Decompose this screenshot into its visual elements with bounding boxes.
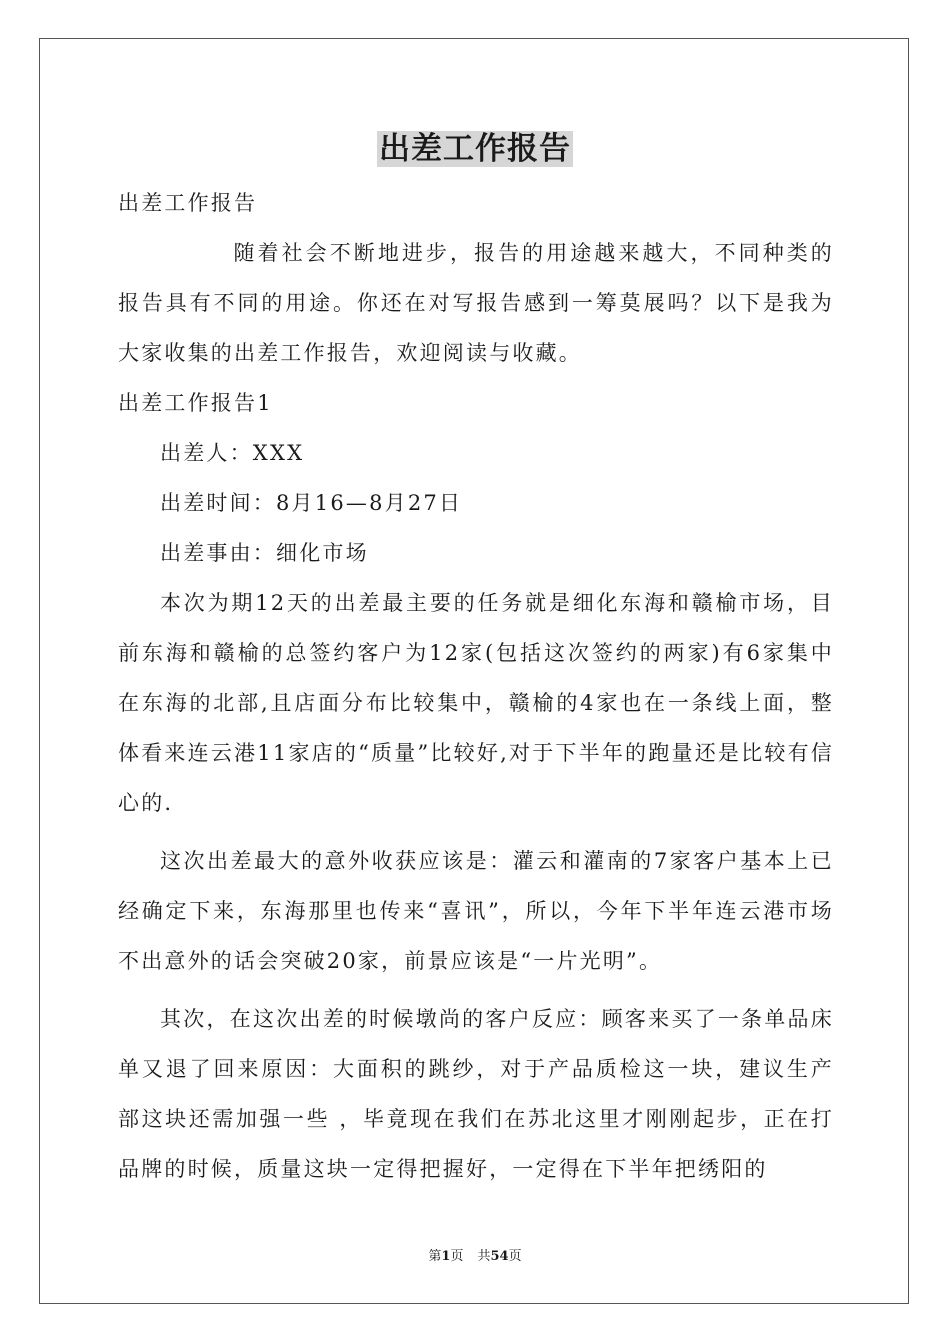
- body-paragraph: 这次出差最大的意外收获应该是：灌云和灌南的7家客户基本上已经确定下来，东海那里也传来“喜讯”，所以，今年下半年连云港市场不出意外的话会突破20家，前景应该是“一片光明”。: [118, 849, 834, 973]
- travel-purpose-line: 出差事由：细化市场: [160, 541, 369, 565]
- report-heading: 出差工作报告1: [118, 391, 273, 415]
- body-paragraph: 其次，在这次出差的时候墩尚的客户反应：顾客来买了一条单品床单又退了回来原因：大面积的跳纱，对于产品质检这一块，建议生产部这块还需加强一些 ，毕竟现在我们在苏北这里才刚刚起步，正在打品牌的时候，质量这块一定得把握好，一定得在下半年把绣阳的: [118, 1007, 834, 1181]
- total-unit: 页: [508, 1249, 522, 1264]
- page-prefix: 第: [428, 1249, 442, 1264]
- document-body: [118, 178, 834, 1194]
- document-title: [0, 128, 950, 170]
- section-heading: 出差工作报告: [118, 191, 258, 215]
- page-total: 54: [490, 1249, 509, 1264]
- travel-time-line: 出差时间：8月16—8月27日: [160, 491, 463, 515]
- page-current: 1: [441, 1249, 451, 1264]
- document-title-text: 出差工作报告: [379, 131, 571, 167]
- body-paragraph: 本次为期12天的出差最主要的任务就是细化东海和赣榆市场，目前东海和赣榆的总签约客户为12家(包括这次签约的两家)有6家集中在东海的北部,且店面分布比较集中，赣榆的4家也在一条线上面，整体看来连云港11家店的“质量”比较好,对于下半年的跑量还是比较有信心的.: [118, 591, 834, 815]
- page-unit: 页: [450, 1249, 464, 1264]
- page-footer: [0, 1248, 950, 1266]
- total-prefix: 共: [477, 1249, 491, 1264]
- traveler-line: 出差人：XXX: [160, 441, 305, 465]
- intro-paragraph: 随着社会不断地进步，报告的用途越来越大，不同种类的报告具有不同的用途。你还在对写报告感到一筹莫展吗？以下是我为大家收集的出差工作报告，欢迎阅读与收藏。: [118, 241, 834, 365]
